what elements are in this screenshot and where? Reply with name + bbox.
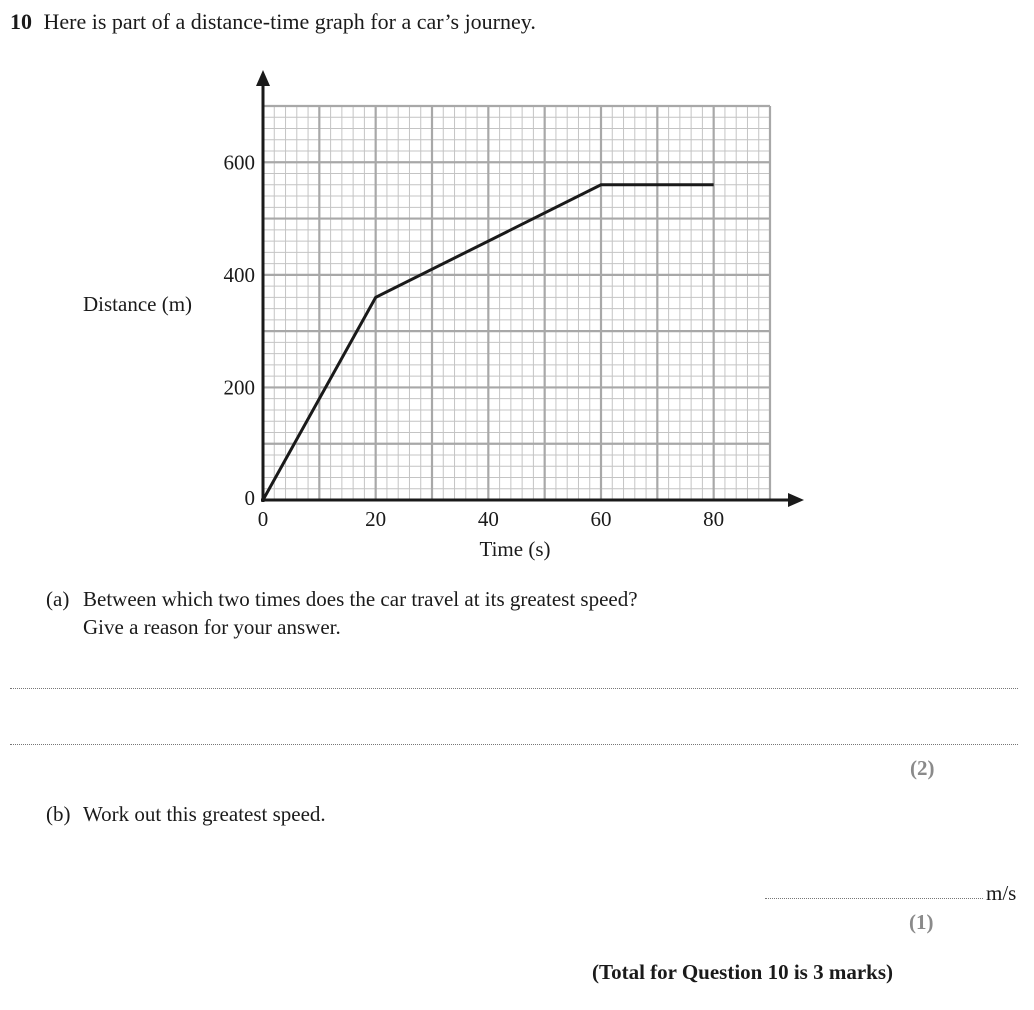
x-tick-label: 80 [703, 507, 725, 531]
speed-answer-line[interactable] [765, 898, 983, 899]
answer-line-1[interactable] [10, 688, 1018, 689]
y-axis-label: Distance (m) [83, 292, 193, 316]
question-total: (Total for Question 10 is 3 marks) [592, 960, 894, 984]
y-tick-label: 400 [223, 262, 255, 287]
x-axis-arrow-icon [788, 493, 804, 507]
question-intro: Here is part of a distance-time graph for a car’s journey. [43, 9, 536, 34]
question-number: 10 [10, 9, 32, 34]
answer-line-2[interactable] [10, 744, 1018, 745]
x-tick-label: 0 [257, 507, 269, 531]
part-a-label: (a) [46, 587, 70, 611]
y-tick-label: 0 [244, 486, 255, 510]
part-a-marks: (2) [910, 756, 935, 780]
x-tick-label: 20 [365, 507, 387, 531]
part-a-question: Between which two times does the car travel at its greatest speed? [83, 587, 638, 611]
part-b-label: (b) [46, 802, 71, 826]
speed-unit: m/s [986, 881, 1017, 905]
y-axis-arrow-icon [256, 70, 270, 86]
y-tick-label: 200 [223, 375, 255, 400]
part-a-instruction: Give a reason for your answer. [83, 615, 341, 639]
x-tick-label: 40 [477, 507, 499, 531]
y-tick-label: 600 [223, 150, 255, 175]
part-b-question: Work out this greatest speed. [83, 802, 326, 826]
x-axis-label: Time (s) [479, 537, 551, 561]
part-b-marks: (1) [909, 910, 934, 934]
x-tick-label: 60 [590, 507, 612, 531]
